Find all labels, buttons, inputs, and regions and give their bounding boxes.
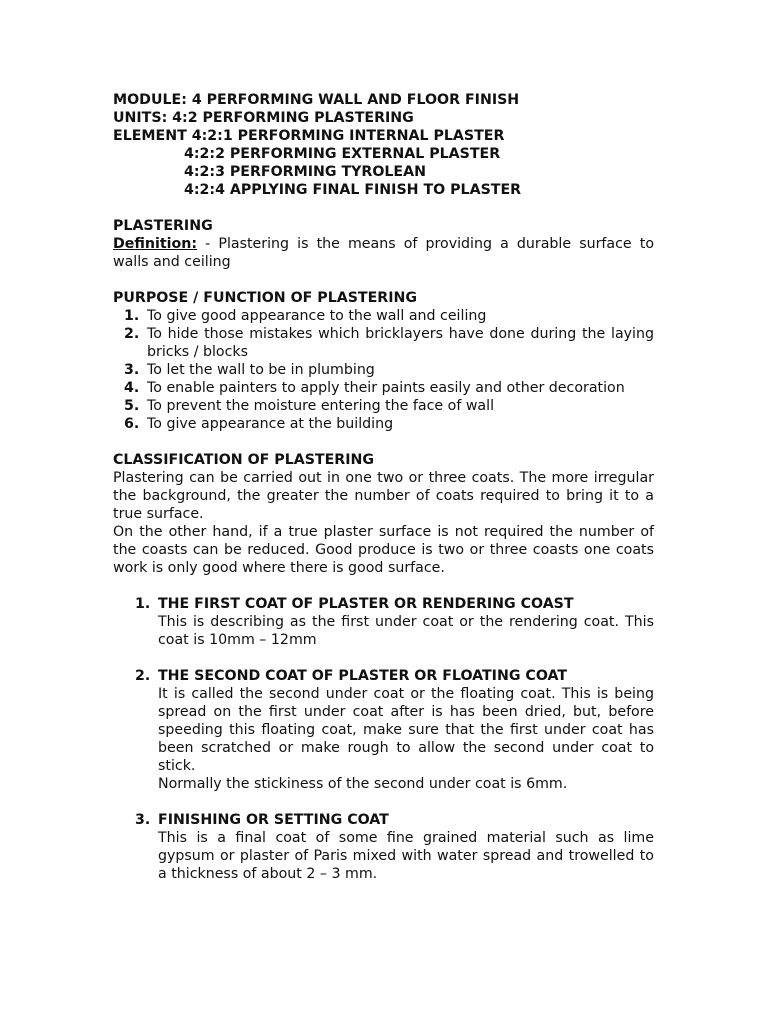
list-number: 2. <box>124 326 140 342</box>
list-text: To let the wall to be in plumbing <box>147 362 375 378</box>
coat-number: 2. <box>135 668 151 684</box>
definition-label: Definition: <box>113 236 198 252</box>
spacer <box>113 649 654 667</box>
definition-paragraph <box>113 235 654 271</box>
sub-element-title: 4:2:4 APPLYING FINAL FINISH TO PLASTER <box>184 182 522 198</box>
coat-item <box>113 595 654 649</box>
list-item <box>113 307 654 325</box>
section-heading: PURPOSE / FUNCTION OF PLASTERING <box>113 290 418 306</box>
list-item <box>113 361 654 379</box>
list-text: To give appearance at the building <box>147 416 394 432</box>
coat-item <box>113 667 654 793</box>
coat-description: It is called the second under coat or the floating coat. This is being spread on the first under coat after is has been dried, but, before speeding this floating coat, make sure that the first under coat has been scratched or make rough to allow the second under coat to stick. <box>158 686 654 774</box>
coat-title: FINISHING OR SETTING COAT <box>158 812 389 828</box>
coats-list <box>113 595 654 883</box>
list-item <box>113 397 654 415</box>
spacer <box>113 793 654 811</box>
list-number: 1. <box>124 308 140 324</box>
list-text: To hide those mistakes which bricklayers have done during the laying bricks / blocks <box>147 326 654 360</box>
list-text: To give good appearance to the wall and ceiling <box>147 308 487 324</box>
classification-section <box>113 451 654 577</box>
units-title: UNITS: 4:2 PERFORMING PLASTERING <box>113 110 414 126</box>
sub-element-title: 4:2:3 PERFORMING TYROLEAN <box>184 164 426 180</box>
paragraph: On the other hand, if a true plaster surface is not required the number of the coasts can be reduced. Good produce is two or three coasts one coats work is only good where there is good surface. <box>113 524 654 576</box>
coat-number: 1. <box>135 596 151 612</box>
plastering-section <box>113 217 654 271</box>
list-item <box>113 415 654 433</box>
element-title: ELEMENT 4:2:1 PERFORMING INTERNAL PLASTER <box>113 128 505 144</box>
document-page <box>113 91 654 883</box>
coat-note: Normally the stickiness of the second under coat is 6mm. <box>158 776 568 792</box>
module-title: MODULE: 4 PERFORMING WALL AND FLOOR FINISH <box>113 92 520 108</box>
module-header <box>113 91 654 199</box>
purpose-section <box>113 289 654 433</box>
coat-title: THE SECOND COAT OF PLASTER OR FLOATING COAT <box>158 668 568 684</box>
list-text: To prevent the moisture entering the face of wall <box>147 398 495 414</box>
sub-element-title: 4:2:2 PERFORMING EXTERNAL PLASTER <box>184 146 501 162</box>
coat-item <box>113 811 654 883</box>
list-number: 6. <box>124 416 140 432</box>
list-item <box>113 325 654 361</box>
list-number: 4. <box>124 380 140 396</box>
list-item <box>113 379 654 397</box>
coat-description: This is a final coat of some fine grained material such as lime gypsum or plaster of Paris mixed with water spread and trowelled to a thickness of about 2 – 3 mm. <box>158 830 654 882</box>
coat-title: THE FIRST COAT OF PLASTER OR RENDERING COAST <box>158 596 574 612</box>
section-heading: CLASSIFICATION OF PLASTERING <box>113 452 375 468</box>
paragraph: Plastering can be carried out in one two or three coats. The more irregular the background, the greater the number of coats required to bring it to a true surface. <box>113 470 654 522</box>
purpose-list <box>113 307 654 433</box>
coat-number: 3. <box>135 812 151 828</box>
section-heading: PLASTERING <box>113 218 213 234</box>
list-text: To enable painters to apply their paints easily and other decoration <box>147 380 625 396</box>
coat-description: This is describing as the first under coat or the rendering coat. This coat is 10mm – 12mm <box>158 614 654 648</box>
list-number: 3. <box>124 362 140 378</box>
definition-text: - Plastering is the means of providing a durable surface to walls and ceiling <box>113 236 654 270</box>
list-number: 5. <box>124 398 140 414</box>
